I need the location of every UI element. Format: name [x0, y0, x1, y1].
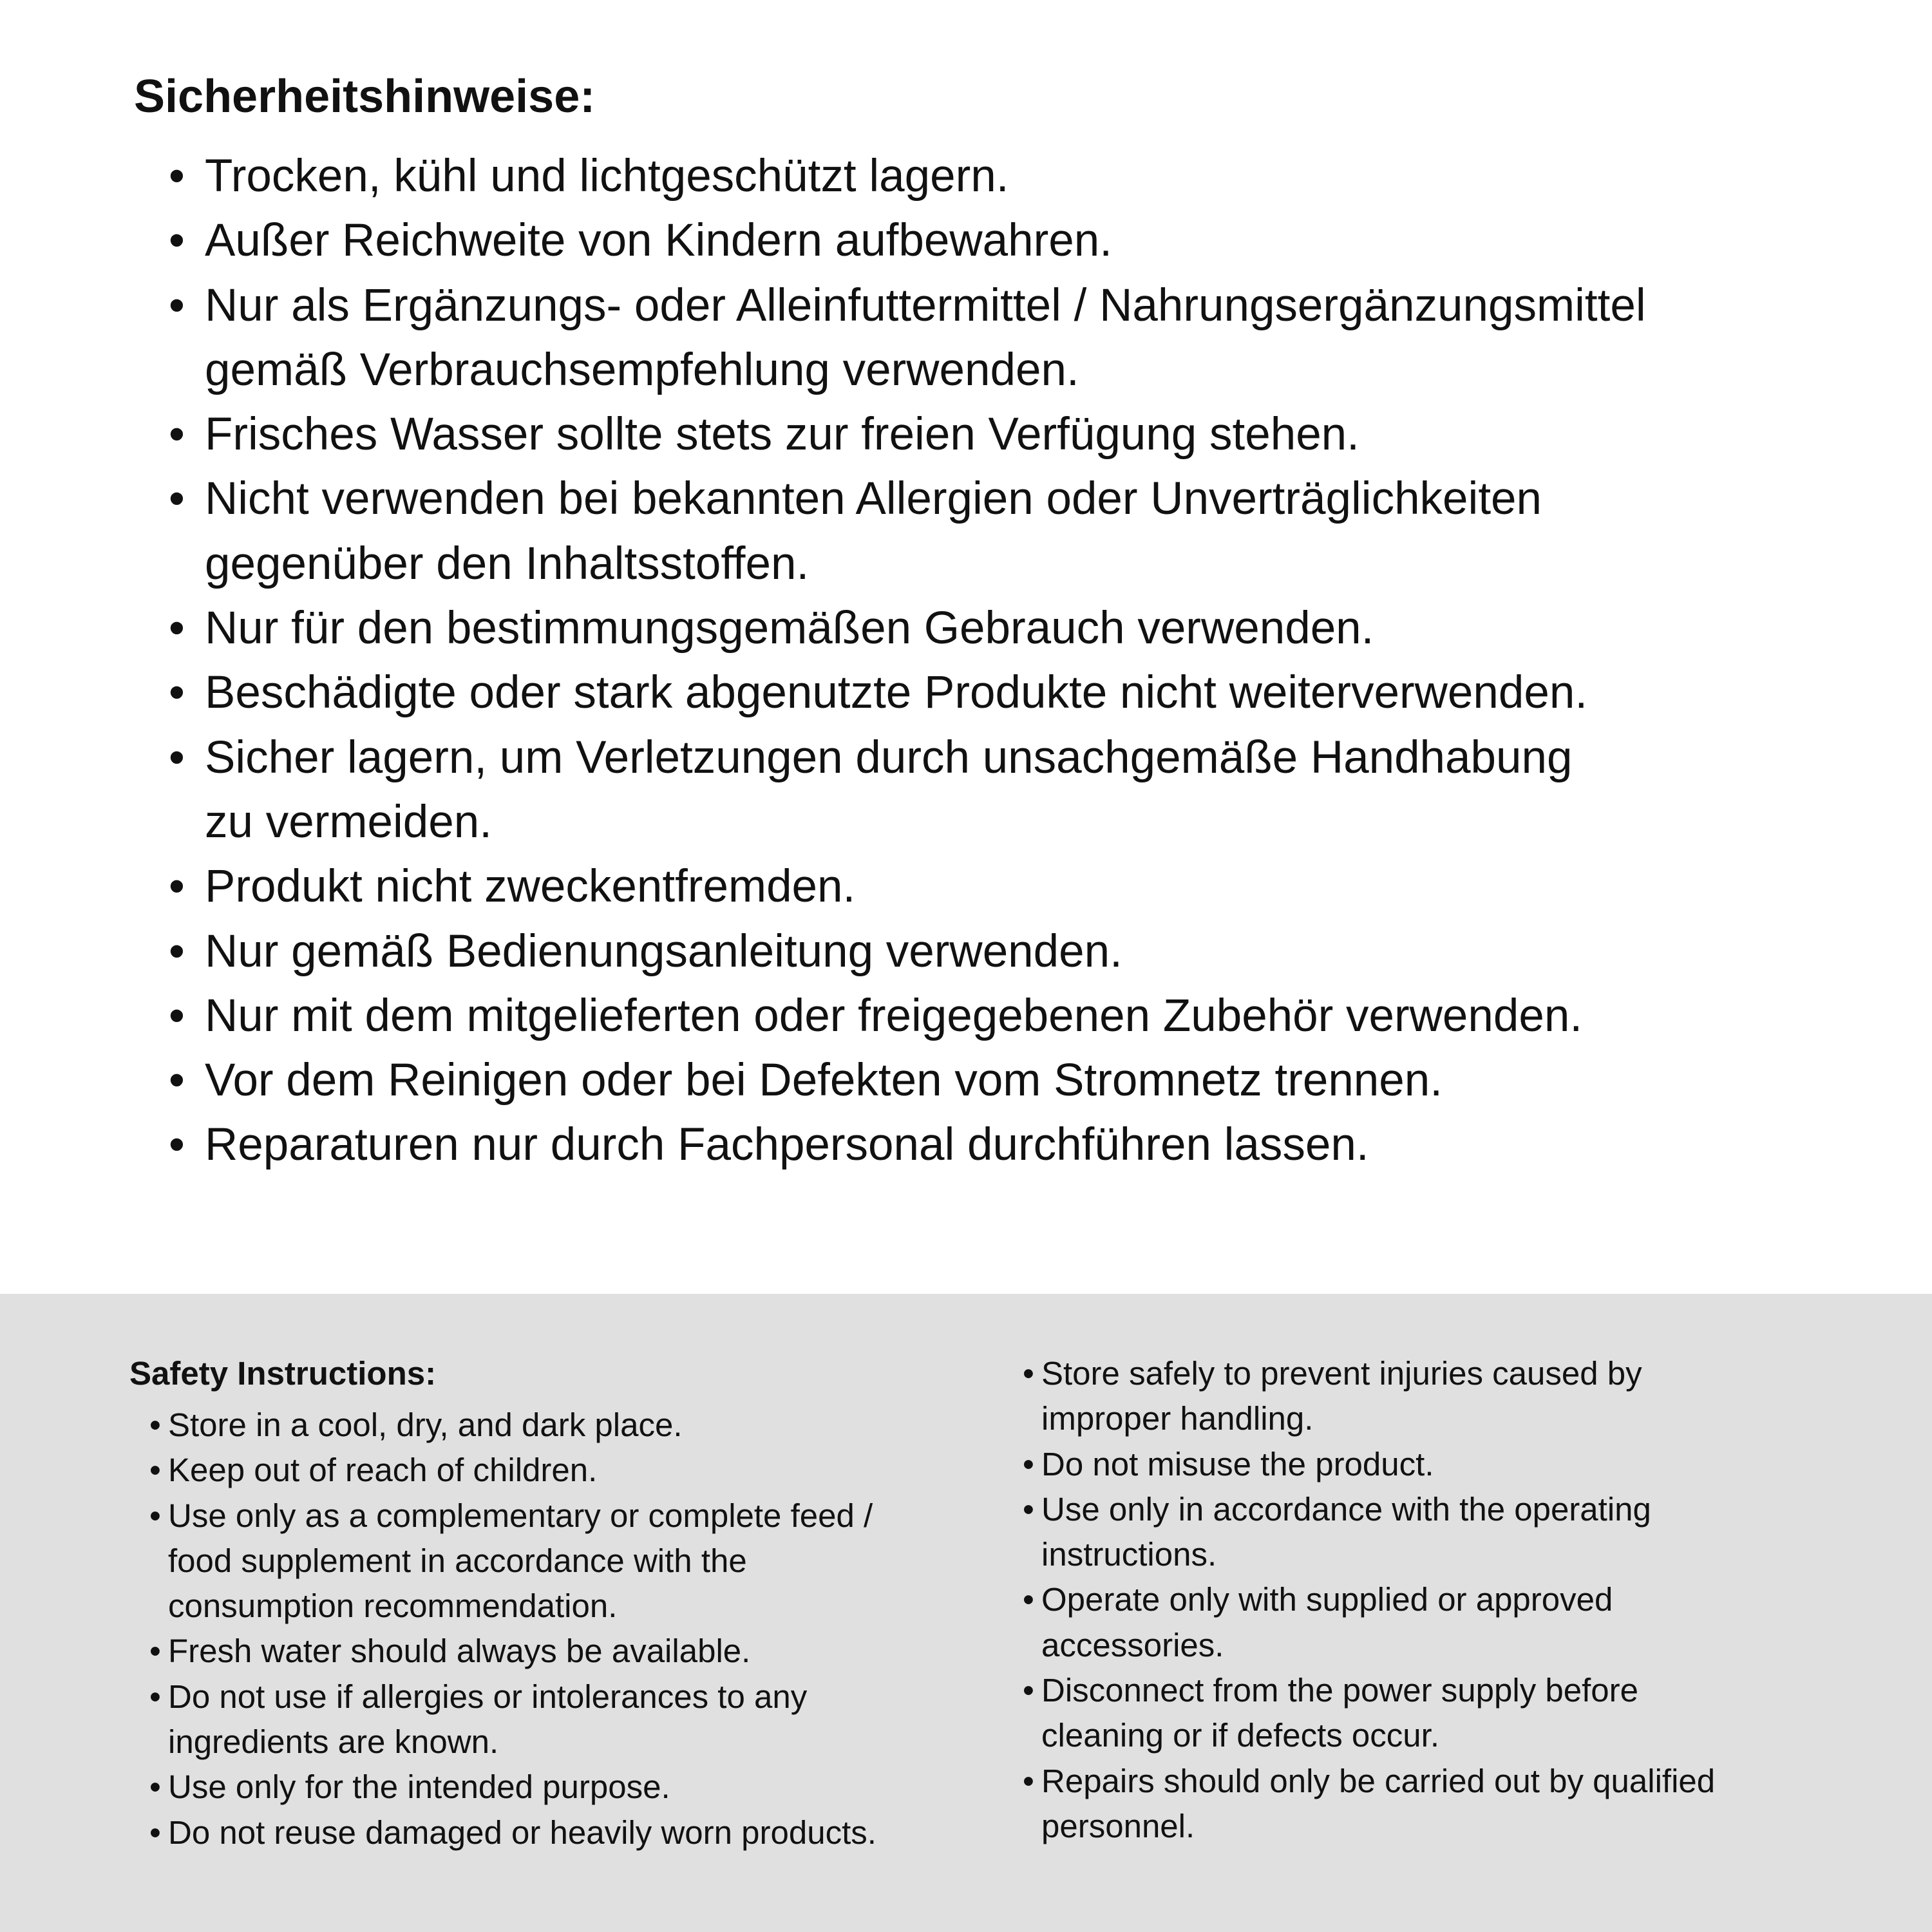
list-item — [169, 1048, 1646, 1113]
bullet-icon: • — [169, 215, 185, 267]
english-safety-list-right — [1023, 1351, 1715, 1849]
bullet-icon: • — [149, 1678, 161, 1715]
list-item — [169, 402, 1646, 467]
list-item — [169, 144, 1646, 209]
list-item — [169, 661, 1646, 725]
list-item — [1023, 1759, 1715, 1850]
list-item-text: gemäß Verbrauchsempfehlung verwenden. — [205, 344, 1079, 395]
list-item-text: Beschädigte oder stark abgenutzte Produkte nicht weiterverwenden. — [205, 667, 1588, 719]
list-item-text: Nur als Ergänzungs- oder Alleinfuttermittel / Nahrungsergänzungsmittel — [205, 279, 1646, 331]
bullet-icon: • — [169, 603, 185, 654]
list-item — [169, 855, 1646, 919]
list-item — [169, 1113, 1646, 1177]
english-safety-heading: Safety Instructions: — [129, 1355, 437, 1392]
bullet-icon: • — [1023, 1490, 1034, 1528]
list-item-text: Use only in accordance with the operating — [1041, 1490, 1651, 1528]
list-item-text: gegenüber den Inhaltsstoffen. — [205, 538, 810, 589]
list-item-text: Nicht verwenden bei bekannten Allergien oder Unverträglichkeiten — [205, 473, 1542, 525]
list-item — [169, 209, 1646, 273]
list-item-text: Store safely to prevent injuries caused by — [1041, 1355, 1642, 1392]
list-item-text: Fresh water should always be available. — [168, 1633, 751, 1670]
list-item-text: Use only for the intended purpose. — [168, 1768, 670, 1806]
bullet-icon: • — [169, 732, 185, 783]
list-item-text: Operate only with supplied or approved — [1041, 1581, 1613, 1618]
list-item-text: Keep out of reach of children. — [168, 1452, 598, 1489]
list-item — [149, 1674, 876, 1765]
list-item-text: zu vermeiden. — [205, 796, 492, 848]
bullet-icon: • — [169, 667, 185, 719]
list-item — [149, 1765, 876, 1810]
list-item-text: accessories. — [1041, 1626, 1224, 1663]
list-item — [149, 1403, 876, 1448]
list-item-text: personnel. — [1041, 1807, 1195, 1844]
bullet-icon: • — [1023, 1355, 1034, 1392]
list-item-text: Reparaturen nur durch Fachpersonal durchführen lassen. — [205, 1119, 1369, 1171]
bullet-icon: • — [169, 409, 185, 460]
bullet-icon: • — [149, 1497, 161, 1534]
list-item-text: Use only as a complementary or complete feed / — [168, 1497, 873, 1534]
list-item-text: cleaning or if defects occur. — [1041, 1717, 1440, 1754]
list-item — [1023, 1351, 1715, 1442]
list-item-text: Disconnect from the power supply before — [1041, 1672, 1638, 1709]
list-item-text: Außer Reichweite von Kindern aufbewahren. — [205, 215, 1112, 267]
list-item-text: consumption recommendation. — [168, 1587, 618, 1625]
list-item-text: ingredients are known. — [168, 1723, 499, 1761]
list-item — [1023, 1668, 1715, 1759]
list-item — [1023, 1487, 1715, 1578]
bullet-icon: • — [169, 861, 185, 913]
list-item-text: Nur gemäß Bedienungsanleitung verwenden. — [205, 925, 1122, 977]
list-item-text: food supplement in accordance with the — [168, 1542, 747, 1579]
bullet-icon: • — [169, 151, 185, 202]
bullet-icon: • — [149, 1406, 161, 1443]
list-item — [1023, 1442, 1715, 1487]
bullet-icon: • — [169, 1055, 185, 1106]
list-item-text: Vor dem Reinigen oder bei Defekten vom Stromnetz trennen. — [205, 1055, 1443, 1106]
list-item-text: Frisches Wasser sollte stets zur freien Verfügung stehen. — [205, 409, 1359, 460]
bullet-icon: • — [169, 990, 185, 1041]
bullet-icon: • — [149, 1452, 161, 1489]
bullet-icon: • — [149, 1633, 161, 1670]
bullet-icon: • — [1023, 1762, 1034, 1799]
list-item-text: Sicher lagern, um Verletzungen durch unsachgemäße Handhabung — [205, 732, 1573, 783]
bullet-icon: • — [1023, 1445, 1034, 1482]
list-item — [169, 274, 1646, 403]
list-item — [149, 1810, 876, 1855]
german-safety-heading: Sicherheitshinweise: — [134, 71, 596, 122]
list-item-text: Trocken, kühl und lichtgeschützt lagern. — [205, 151, 1009, 202]
bullet-icon: • — [169, 473, 185, 525]
bullet-icon: • — [169, 1119, 185, 1171]
list-item — [169, 596, 1646, 661]
bullet-icon: • — [1023, 1581, 1034, 1618]
list-item-text: Produkt nicht zweckentfremden. — [205, 861, 856, 913]
list-item — [149, 1629, 876, 1674]
english-safety-list-left — [149, 1403, 876, 1855]
list-item — [169, 920, 1646, 984]
list-item-text: instructions. — [1041, 1536, 1217, 1573]
bullet-icon: • — [149, 1814, 161, 1851]
list-item-text: Repairs should only be carried out by qualified — [1041, 1762, 1716, 1799]
list-item — [149, 1448, 876, 1493]
list-item-text: improper handling. — [1041, 1400, 1314, 1437]
bullet-icon: • — [149, 1768, 161, 1806]
bullet-icon: • — [169, 279, 185, 331]
list-item — [169, 726, 1646, 855]
list-item-text: Nur für den bestimmungsgemäßen Gebrauch verwenden. — [205, 603, 1374, 654]
list-item-text: Store in a cool, dry, and dark place. — [168, 1406, 683, 1443]
german-safety-list — [169, 144, 1646, 1178]
list-item — [169, 467, 1646, 596]
bullet-icon: • — [1023, 1672, 1034, 1709]
list-item — [169, 984, 1646, 1048]
list-item-text: Do not reuse damaged or heavily worn products. — [168, 1814, 876, 1851]
list-item-text: Do not misuse the product. — [1041, 1445, 1434, 1482]
list-item-text: Nur mit dem mitgelieferten oder freigegebenen Zubehör verwenden. — [205, 990, 1583, 1041]
list-item — [1023, 1577, 1715, 1668]
list-item-text: Do not use if allergies or intolerances to any — [168, 1678, 808, 1715]
bullet-icon: • — [169, 925, 185, 977]
list-item — [149, 1493, 876, 1629]
